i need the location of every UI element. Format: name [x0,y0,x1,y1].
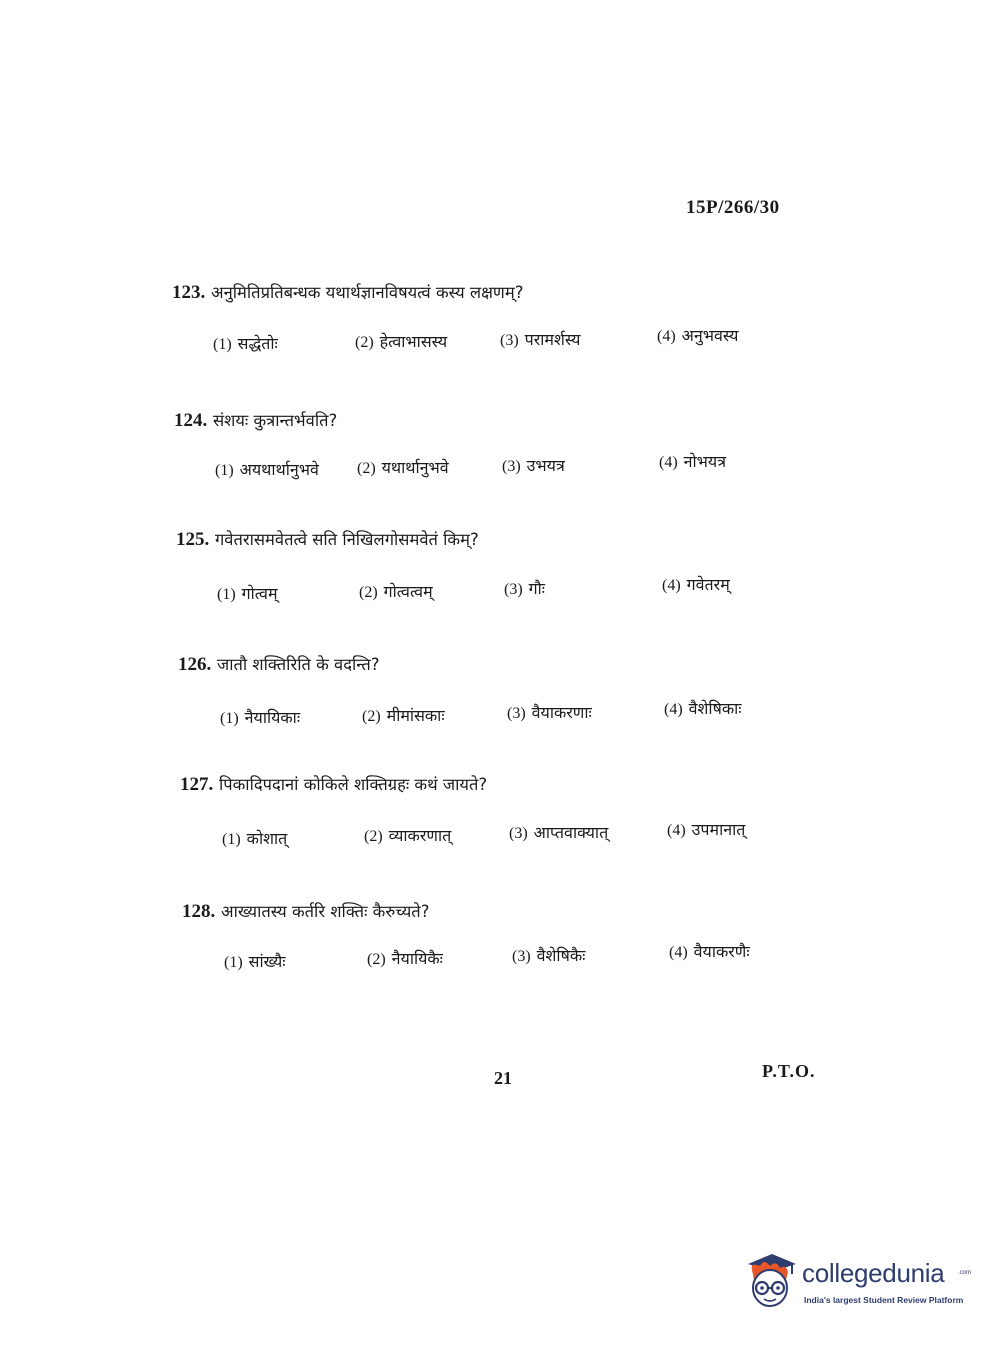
option-2 [364,824,451,846]
page-number: 21 [494,1068,512,1088]
page-code: 15P/266/30 [686,197,780,218]
option-2 [359,580,433,602]
option-2 [357,456,449,478]
question-number: 127. [180,774,214,795]
option-text: सांख्यैः [248,952,286,971]
option-number: (3) [504,581,523,598]
option-4 [667,818,745,840]
option-1 [220,706,300,728]
option-text: परामर्शस्य [524,330,581,349]
collegedunia-logo [742,1248,972,1318]
option-3 [512,944,585,966]
option-3 [507,701,592,723]
option-text: हेत्वाभासस्य [379,332,448,351]
option-1 [213,332,278,354]
option-3 [500,328,580,350]
option-text: गवेतरम् [686,575,730,594]
option-1 [224,950,286,972]
option-4 [664,697,742,719]
logo-wordmark: collegedunia [802,1258,945,1288]
option-number: (1) [215,462,234,479]
question-stem [182,899,429,923]
option-1 [217,582,278,604]
option-number: (1) [222,831,241,848]
option-text: गौः [528,579,546,598]
option-number: (4) [659,454,678,471]
option-text: नैयायिकाः [244,708,301,727]
question-stem [178,652,379,676]
question-text: गवेतरासमवेतत्वे सति निखिलगोसमवेतं किम्? [214,530,479,549]
question-text: संशयः कुत्रान्तर्भवति? [212,411,338,430]
option-2 [355,330,447,352]
option-number: (4) [664,701,683,718]
option-3 [502,454,565,476]
question-text: अनुमितिप्रतिबन्धक यथार्थज्ञानविषयत्वं कस्य लक्षणम्? [210,283,524,302]
option-text: नैयायिकैः [391,949,443,968]
option-number: (2) [364,828,383,845]
student-mascot-icon [742,1250,800,1310]
option-text: गोत्वत्वम् [383,582,433,601]
question-number: 128. [182,901,216,922]
option-number: (2) [367,951,386,968]
option-text: गोत्वम् [241,584,278,603]
option-text: वैशेषिकाः [688,699,742,718]
option-number: (1) [213,336,232,353]
option-number: (2) [359,584,378,601]
option-number: (4) [667,822,686,839]
option-number: (3) [502,458,521,475]
question-number: 125. [176,529,210,550]
question-stem [172,280,523,304]
logo-domain-suffix: .com [958,1270,972,1276]
option-number: (3) [500,332,519,349]
question-stem [176,527,479,551]
option-number: (4) [669,944,688,961]
option-number: (4) [662,577,681,594]
question-text: पिकादिपदानां कोकिले शक्तिग्रहः कथं जायते? [218,775,488,794]
option-4 [662,573,730,595]
option-number: (4) [657,328,676,345]
question-stem [174,408,337,432]
option-text: नोभयत्र [683,452,727,471]
option-3 [504,577,545,599]
logo-tagline: India's largest Student Review Platform [804,1295,964,1305]
option-4 [657,324,738,346]
option-number: (1) [220,710,239,727]
option-2 [367,947,443,969]
question-number: 123. [172,282,206,303]
option-text: अयथार्थानुभवे [239,460,319,479]
option-3 [509,821,608,843]
option-number: (2) [357,460,376,477]
question-stem [180,772,487,796]
option-text: सद्धेतोः [237,334,278,353]
option-text: उभयत्र [526,456,565,475]
option-1 [222,827,287,849]
option-number: (3) [507,705,526,722]
option-number: (1) [217,586,236,603]
option-4 [659,450,726,472]
option-text: अनुभवस्य [681,326,739,345]
option-text: वैयाकरणाः [531,703,592,722]
option-4 [669,940,750,962]
option-text: मीमांसकाः [386,706,445,725]
option-number: (2) [362,708,381,725]
question-text: जातौ शक्तिरिति के वदन्ति? [216,655,380,674]
option-text: उपमानात् [691,820,746,839]
option-1 [215,458,319,480]
option-text: वैयाकरणैः [693,942,750,961]
option-number: (3) [512,948,531,965]
option-text: यथार्थानुभवे [381,458,449,477]
option-text: वैशेषिकैः [536,946,586,965]
option-number: (1) [224,954,243,971]
option-text: व्याकरणात् [388,826,452,845]
option-2 [362,704,445,726]
option-text: कोशात् [246,829,288,848]
question-text: आख्यातस्य कर्तरि शक्तिः कैरुच्यते? [220,902,430,921]
pto-label: P.T.O. [762,1061,816,1081]
option-number: (2) [355,334,374,351]
question-number: 124. [174,410,208,431]
option-number: (3) [509,825,528,842]
question-number: 126. [178,654,212,675]
option-text: आप्तवाक्यात् [533,823,609,842]
